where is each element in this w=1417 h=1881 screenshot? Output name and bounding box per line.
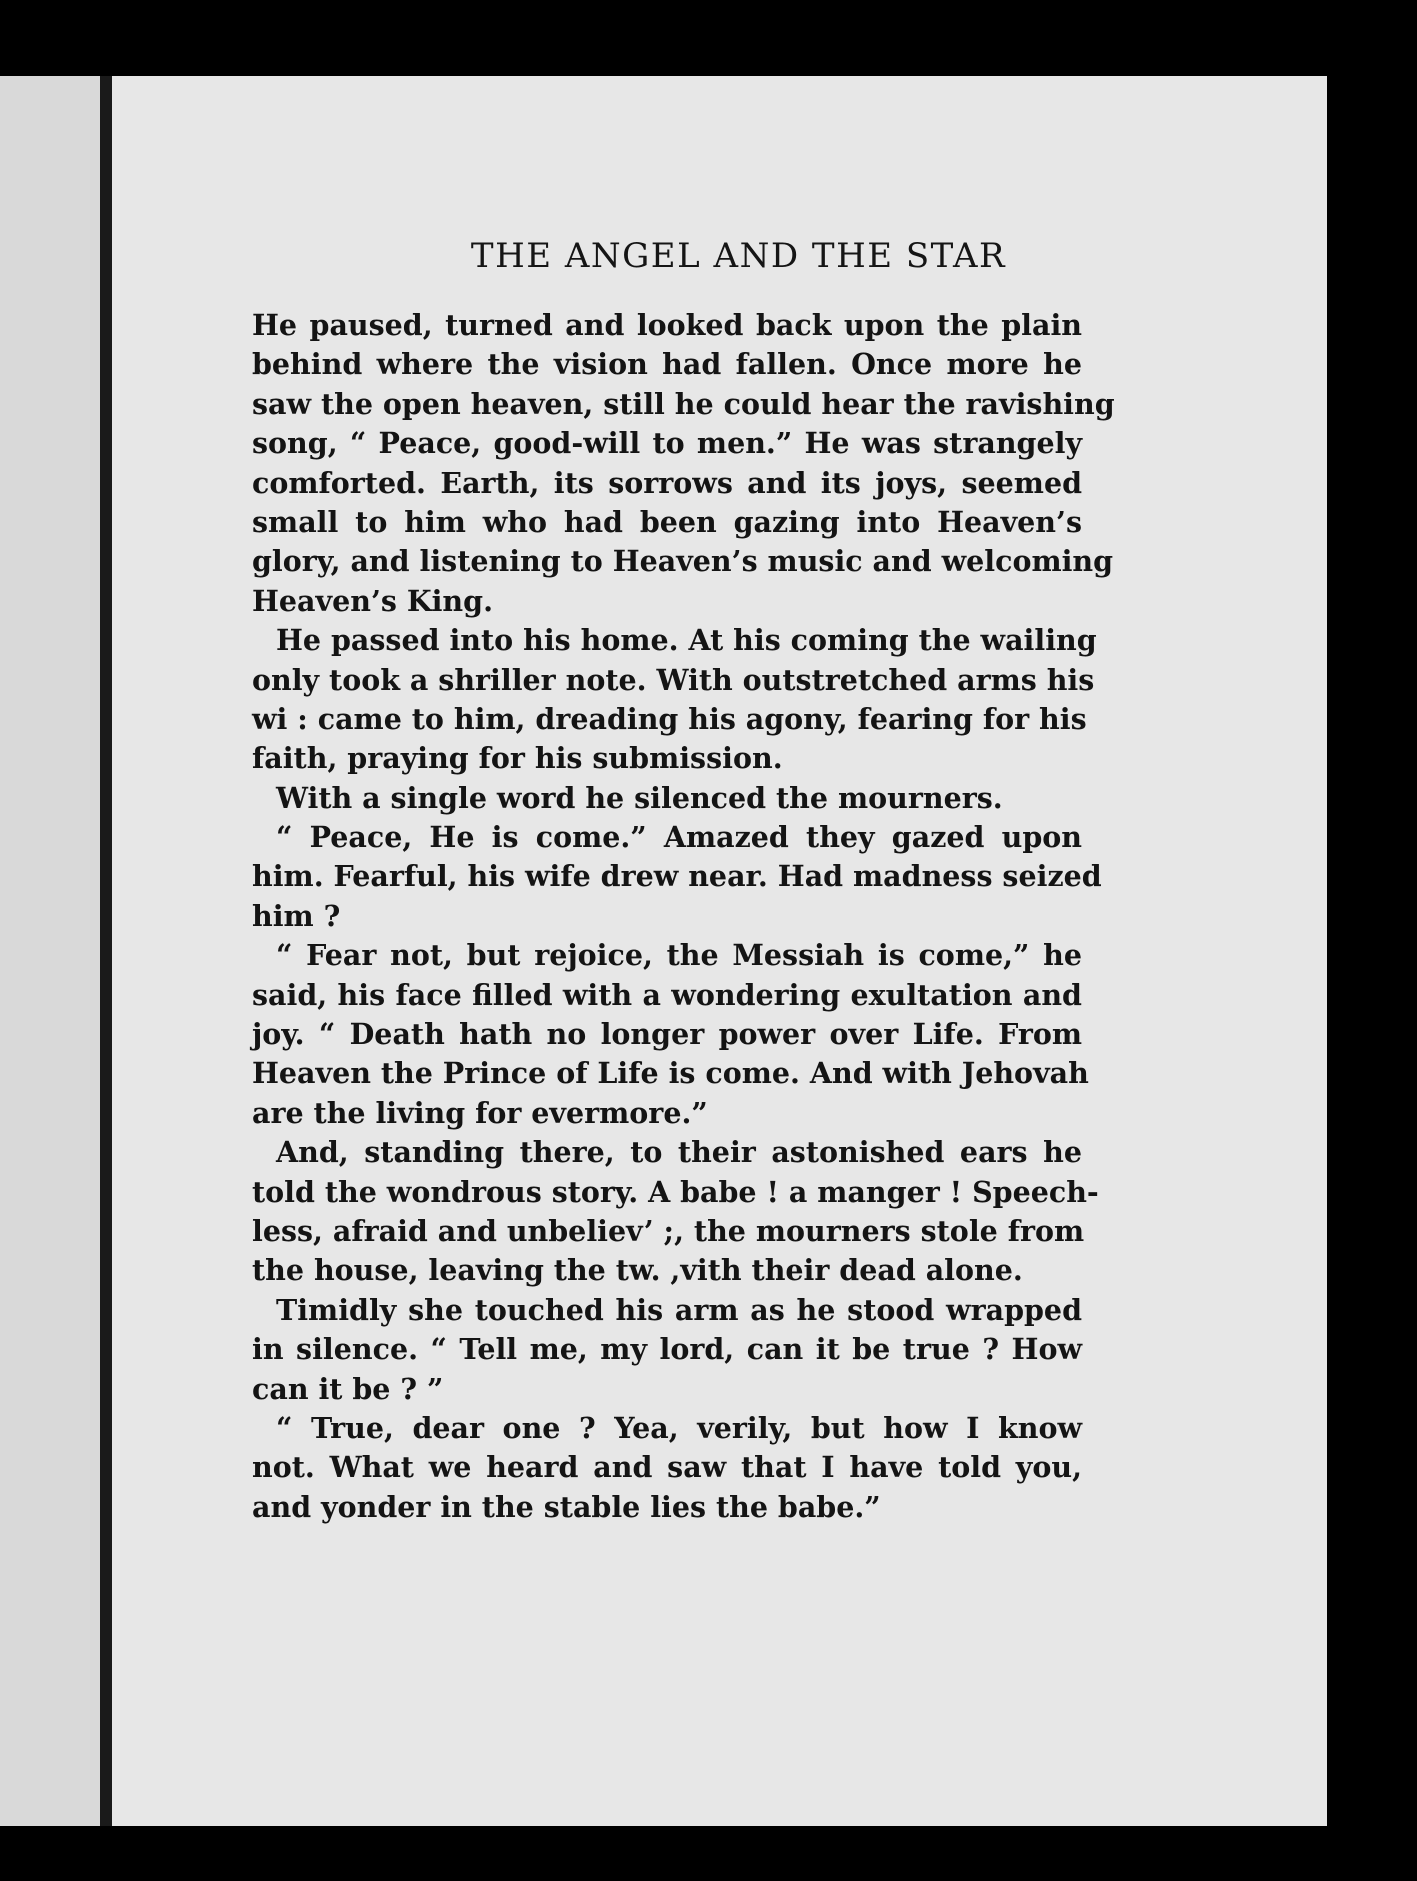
text-line: saw the open heaven, still he could hear the ravishing (252, 386, 1115, 421)
facing-page-edge (0, 76, 106, 1826)
text-line: He paused, turned and looked back upon the plain (252, 308, 1082, 342)
running-header: THE ANGEL AND THE STAR (470, 236, 1007, 276)
text-line: only took a shriller note. With outstretched arms his (252, 662, 1095, 697)
text-line: small to him who had been gazing into Heaven’s (252, 504, 1082, 539)
text-line: can it be ? ” (252, 1371, 444, 1406)
text-line: wi : came to him, dreading his agony, fearing for his (252, 701, 1087, 736)
text-line: “ Peace, He is come.” Amazed they gazed upon (276, 820, 1082, 855)
text-line: song, “ Peace, good-will to men.” He was strangely (252, 426, 1082, 461)
text-line: not. What we heard and saw that I have told you, (252, 1450, 1082, 1485)
text-line: less, afraid and unbeliev’ ;, the mourners stole from (252, 1213, 1085, 1248)
text-line: in silence. “ Tell me, my lord, can it be true ? How (252, 1332, 1082, 1367)
body-text (252, 306, 1115, 1527)
text-line: faith, praying for his submission. (252, 741, 783, 776)
text-line: behind where the vision had fallen. Once more he (252, 347, 1082, 382)
text-line: He passed into his home. At his coming the wailing (276, 623, 1097, 658)
text-line: the house, leaving the tw. ,vith their dead alone. (252, 1253, 1023, 1288)
book-page (112, 76, 1327, 1826)
text-line: Heaven the Prince of Life is come. And with Jehovah (252, 1056, 1089, 1091)
text-line: told the wondrous story. A babe ! a manger ! Speech- (252, 1174, 1099, 1209)
text-line: comforted. Earth, its sorrows and its joys, seemed (252, 465, 1082, 500)
text-line: him. Fearful, his wife drew near. Had madness seized (252, 859, 1102, 894)
text-line: “ True, dear one ? Yea, verily, but how I know (276, 1410, 1082, 1445)
text-line: said, his face filled with a wondering exultation and (252, 977, 1082, 1012)
text-line: And, standing there, to their astonished ears he (276, 1135, 1082, 1170)
text-line: Timidly she touched his arm as he stood wrapped (276, 1292, 1082, 1327)
text-line: With a single word he silenced the mourners. (276, 780, 1003, 815)
text-line: are the living for evermore.” (252, 1095, 708, 1130)
text-line: him ? (252, 898, 341, 933)
book-gutter (100, 76, 112, 1826)
text-line: Heaven’s King. (252, 583, 493, 618)
text-line: joy. “ Death hath no longer power over Life. From (252, 1017, 1082, 1052)
text-line: and yonder in the stable lies the babe.” (252, 1489, 881, 1524)
text-line: glory, and listening to Heaven’s music and welcoming (252, 544, 1114, 579)
text-line: “ Fear not, but rejoice, the Messiah is come,” he (276, 938, 1082, 973)
